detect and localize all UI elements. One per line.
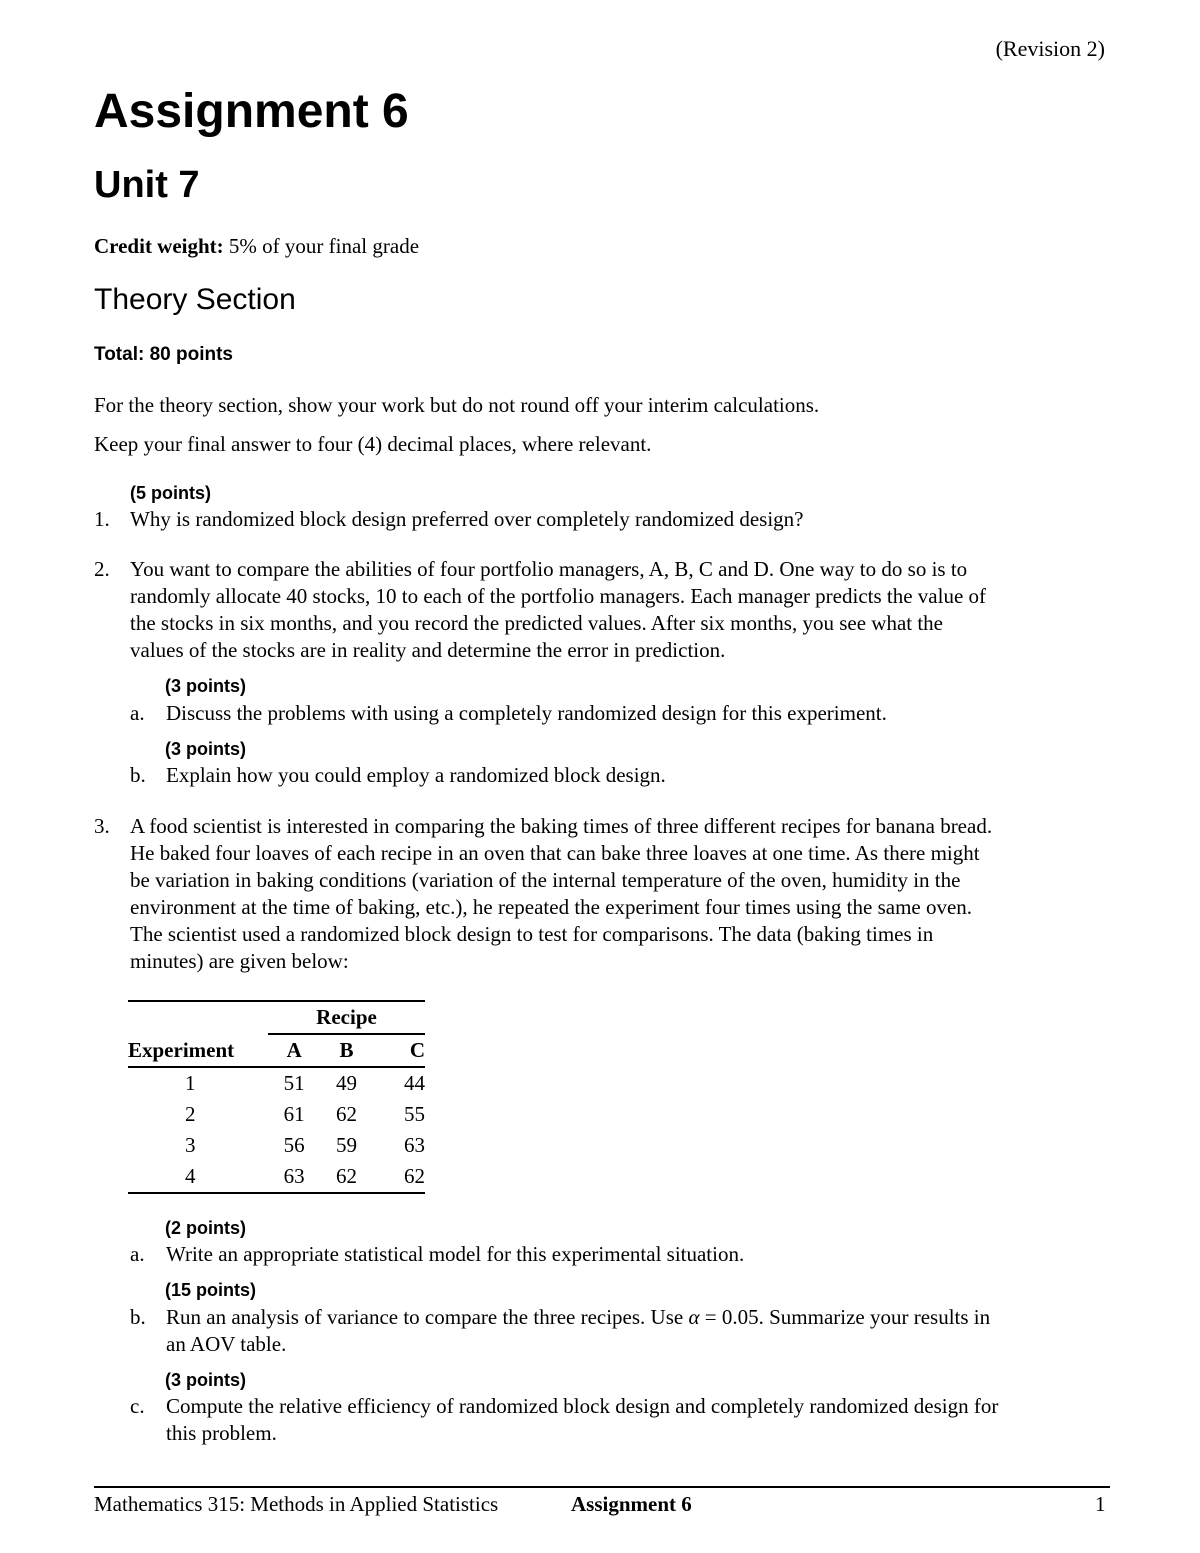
table-cell: 63 bbox=[404, 1133, 425, 1157]
table-group-header: Recipe bbox=[268, 1001, 425, 1034]
table-row bbox=[128, 1067, 425, 1099]
q1-number: 1. bbox=[94, 507, 110, 531]
q3-line: environment at the time of baking, etc.), he repeated the experiment four times using the same oven. bbox=[130, 895, 973, 919]
table-cell: 51 bbox=[283, 1071, 305, 1095]
revision-label: (Revision 2) bbox=[995, 36, 1105, 61]
q3c-label: c. bbox=[130, 1394, 145, 1418]
footer-assignment: Assignment 6 bbox=[571, 1492, 692, 1516]
q3b-text-pre: Run an analysis of variance to compare the three recipes. Use bbox=[166, 1305, 689, 1329]
q2-line: values of the stocks are in reality and determine the error in prediction. bbox=[130, 638, 726, 662]
q2-number: 2. bbox=[94, 557, 110, 581]
table-row bbox=[128, 1099, 425, 1130]
q2a-label: a. bbox=[130, 701, 145, 725]
section-title: Theory Section bbox=[94, 283, 296, 316]
table-cell: 55 bbox=[404, 1102, 425, 1126]
credit-weight-label: Credit weight: bbox=[94, 234, 224, 258]
q2a-points: (3 points) bbox=[165, 676, 246, 696]
table-cell: 44 bbox=[404, 1071, 425, 1095]
alpha-symbol: α bbox=[688, 1305, 700, 1329]
table-cell: 62 bbox=[335, 1102, 357, 1126]
q2-line: the stocks in six months, and you record the predicted values. After six months, you see what the bbox=[130, 611, 944, 635]
q2-line: randomly allocate 40 stocks, 10 to each of the portfolio managers. Each manager predicts the value of bbox=[130, 584, 987, 608]
table-col-header: C bbox=[373, 1034, 425, 1067]
instruction-1: For the theory section, show your work but do not round off your interim calculations. bbox=[94, 393, 820, 417]
q3-text bbox=[130, 813, 992, 975]
q2-text bbox=[130, 556, 986, 664]
table-row bbox=[128, 1130, 425, 1161]
q3-line: be variation in baking conditions (variation of the internal temperature of the oven, humidity in the bbox=[130, 868, 961, 892]
table-corner bbox=[128, 1001, 268, 1034]
table-row-header: Experiment bbox=[128, 1034, 268, 1067]
table-col-header: A bbox=[268, 1034, 320, 1067]
q3b-text bbox=[166, 1304, 990, 1358]
q3b-points: (15 points) bbox=[165, 1280, 257, 1300]
footer-course: Mathematics 315: Methods in Applied Statistics bbox=[94, 1492, 499, 1516]
footer-rule bbox=[94, 1486, 1110, 1488]
q3a-label: a. bbox=[130, 1242, 145, 1266]
q3-line: A food scientist is interested in comparing the baking times of three different recipes for banana bread. bbox=[130, 814, 993, 838]
q2-line: You want to compare the abilities of four portfolio managers, A, B, C and D. One way to do so is to bbox=[130, 557, 968, 581]
table-cell: 63 bbox=[283, 1164, 305, 1188]
table-cell: 49 bbox=[335, 1071, 357, 1095]
q3-line: minutes) are given below: bbox=[130, 949, 349, 973]
q3b-text-post: = 0.05. Summarize your results in bbox=[699, 1305, 991, 1329]
page-number: 1 bbox=[1095, 1492, 1106, 1516]
q3b-line bbox=[166, 1304, 990, 1331]
section-total: Total: 80 points bbox=[94, 344, 233, 365]
table-row bbox=[128, 1161, 425, 1193]
table-cell: 56 bbox=[283, 1133, 305, 1157]
table-cell: 61 bbox=[283, 1102, 305, 1126]
baking-times-table bbox=[128, 1000, 425, 1194]
q3c-line: this problem. bbox=[166, 1421, 277, 1445]
table-cell: 62 bbox=[404, 1164, 425, 1188]
q3b-line: an AOV table. bbox=[166, 1332, 287, 1356]
page-title: Assignment 6 bbox=[94, 85, 409, 138]
credit-weight-value: 5% of your final grade bbox=[228, 234, 420, 258]
q3a-points: (2 points) bbox=[165, 1218, 246, 1238]
q3c-text bbox=[166, 1393, 998, 1447]
q3-number: 3. bbox=[94, 814, 110, 838]
q1-points: (5 points) bbox=[130, 483, 211, 503]
table-cell: 59 bbox=[335, 1133, 357, 1157]
q2b-text: Explain how you could employ a randomized block design. bbox=[166, 763, 666, 787]
q1-text: Why is randomized block design preferred over completely randomized design? bbox=[130, 507, 804, 531]
instruction-2: Keep your final answer to four (4) decimal places, where relevant. bbox=[94, 432, 652, 456]
q3-line: He baked four loaves of each recipe in an oven that can bake three loaves at one time. As there might bbox=[130, 841, 980, 865]
q2b-points: (3 points) bbox=[165, 739, 246, 759]
q3b-label: b. bbox=[130, 1305, 146, 1329]
table-cell: 62 bbox=[335, 1164, 357, 1188]
q2a-text: Discuss the problems with using a completely randomized design for this experiment. bbox=[166, 701, 887, 725]
q2b-label: b. bbox=[130, 763, 146, 787]
q3c-points: (3 points) bbox=[165, 1370, 246, 1390]
q3c-line: Compute the relative efficiency of randomized block design and completely randomized design for bbox=[166, 1394, 999, 1418]
table-cell: 2 bbox=[185, 1102, 196, 1126]
table-col-header: B bbox=[320, 1034, 372, 1067]
table-cell: 4 bbox=[185, 1164, 196, 1188]
table-cell: 1 bbox=[185, 1071, 196, 1095]
table-cell: 3 bbox=[185, 1133, 196, 1157]
q3a-text: Write an appropriate statistical model for this experimental situation. bbox=[166, 1242, 745, 1266]
unit-title: Unit 7 bbox=[94, 164, 200, 206]
credit-weight bbox=[94, 234, 419, 259]
q3-line: The scientist used a randomized block design to test for comparisons. The data (baking times in bbox=[130, 922, 934, 946]
